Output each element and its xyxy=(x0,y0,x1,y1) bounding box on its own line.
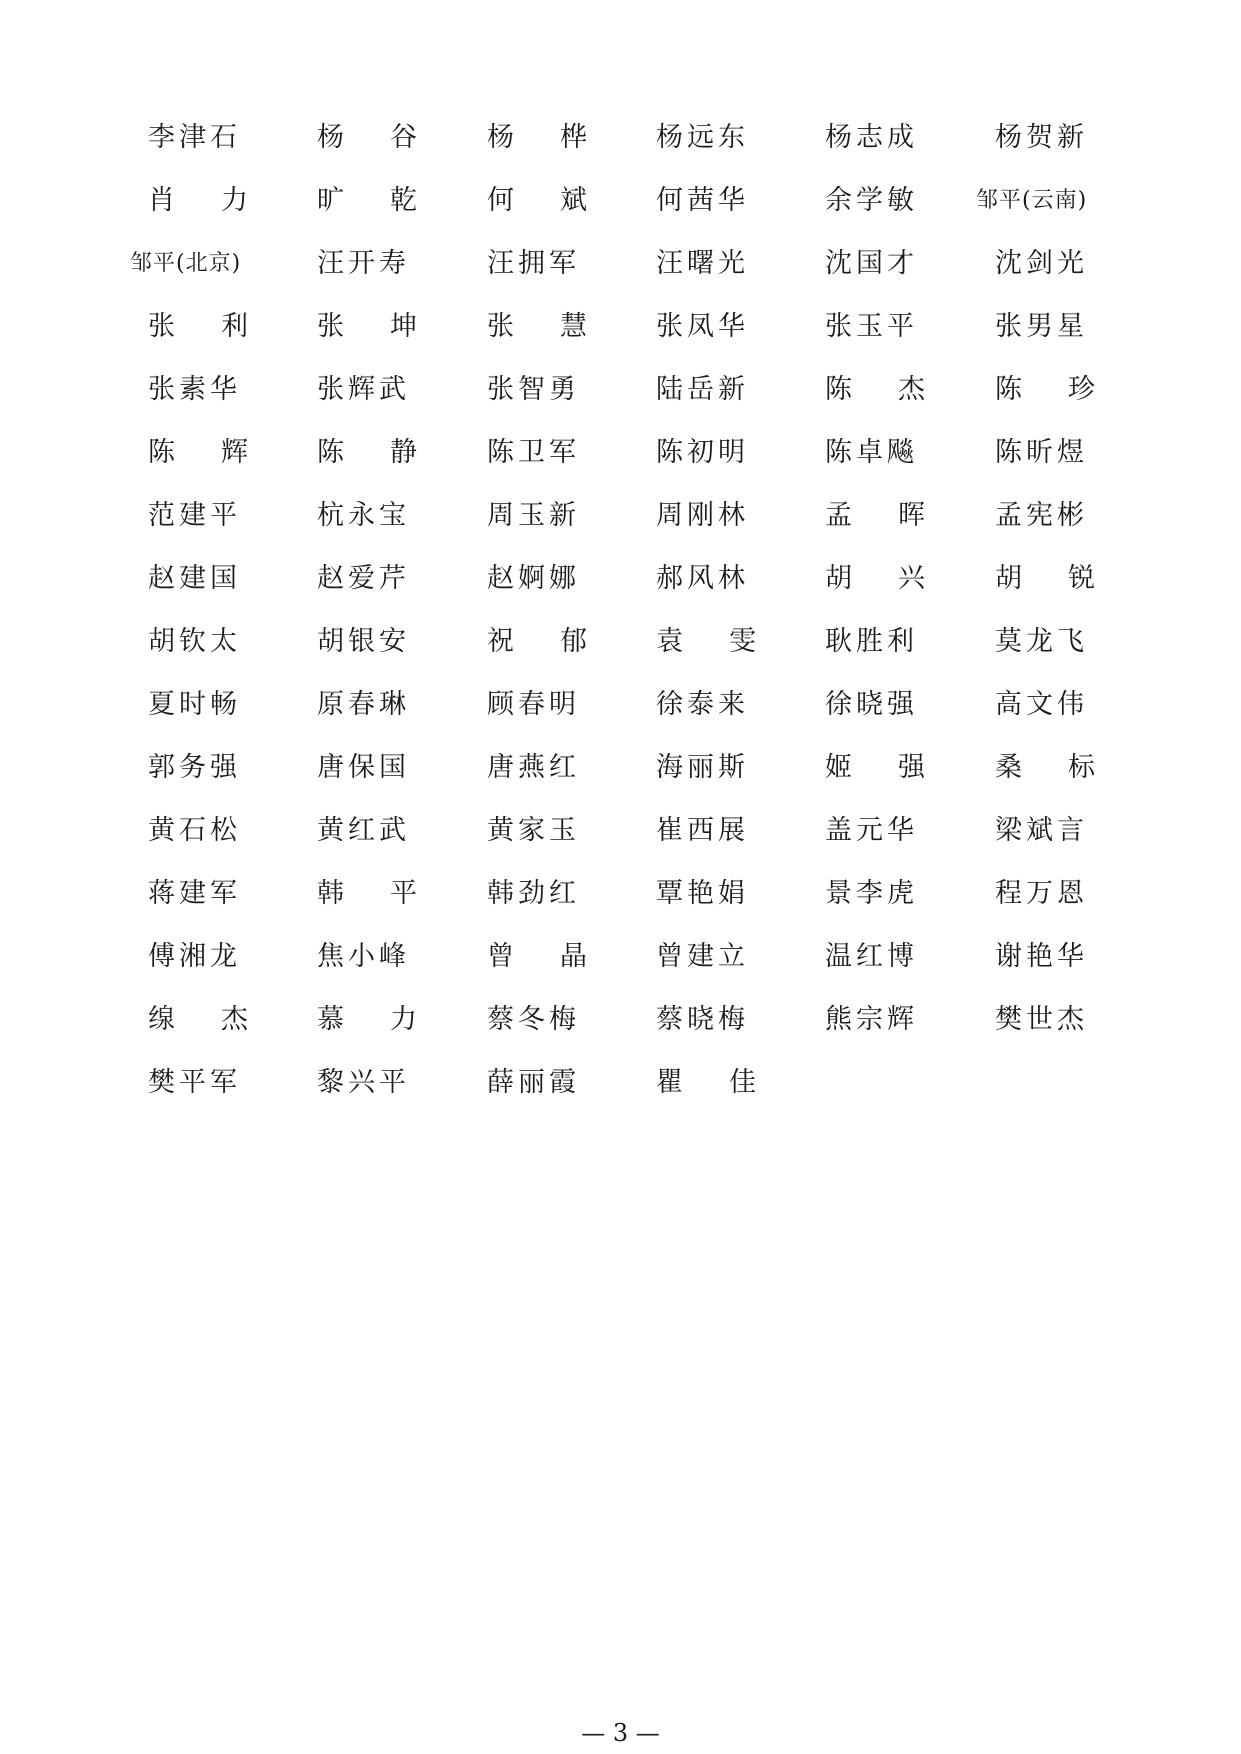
name-row xyxy=(0,559,1241,622)
name-entry: 范建平 xyxy=(148,500,241,531)
name-entry: 黄红武 xyxy=(317,815,410,846)
name-entry: 杭永宝 xyxy=(317,500,410,531)
name-entry: 陆岳新 xyxy=(656,374,749,405)
name-entry: 张男星 xyxy=(995,311,1088,342)
name-entry: 胡锐 xyxy=(995,563,1141,594)
name-list xyxy=(0,118,1241,1126)
name-entry: 瞿佳 xyxy=(656,1067,802,1098)
name-entry: 沈剑光 xyxy=(995,248,1088,279)
name-entry: 黄家玉 xyxy=(487,815,580,846)
name-entry: 祝郁 xyxy=(487,626,633,657)
name-entry: 慕力 xyxy=(317,1004,463,1035)
name-entry: 樊平军 xyxy=(148,1067,241,1098)
name-entry: 何茜华 xyxy=(656,185,749,216)
name-entry: 缐杰 xyxy=(148,1004,294,1035)
name-row xyxy=(0,685,1241,748)
name-entry: 赵建国 xyxy=(148,563,241,594)
name-entry: 余学敏 xyxy=(825,185,918,216)
name-entry: 孟宪彬 xyxy=(995,500,1088,531)
name-row xyxy=(0,118,1241,181)
page-number: — 3 — xyxy=(581,1719,660,1747)
name-entry: 汪曙光 xyxy=(656,248,749,279)
name-row xyxy=(0,181,1241,244)
name-row xyxy=(0,1000,1241,1063)
name-entry: 蔡晓梅 xyxy=(656,1004,749,1035)
name-entry: 耿胜利 xyxy=(825,626,918,657)
name-entry: 韩劲红 xyxy=(487,878,580,909)
name-entry: 高文伟 xyxy=(995,689,1088,720)
name-entry: 黄石松 xyxy=(148,815,241,846)
name-entry: 杨贺新 xyxy=(995,122,1088,153)
name-row xyxy=(0,244,1241,307)
name-entry: 赵爱芹 xyxy=(317,563,410,594)
name-entry: 陈静 xyxy=(317,437,463,468)
name-row xyxy=(0,1063,1241,1126)
name-entry: 谢艳华 xyxy=(995,941,1088,972)
name-entry: 陈卫军 xyxy=(487,437,580,468)
name-entry: 汪拥军 xyxy=(487,248,580,279)
name-row xyxy=(0,496,1241,559)
name-entry: 曾晶 xyxy=(487,941,633,972)
name-entry: 周玉新 xyxy=(487,500,580,531)
name-entry: 曾建立 xyxy=(656,941,749,972)
name-entry: 张辉武 xyxy=(317,374,410,405)
name-entry: 盖元华 xyxy=(825,815,918,846)
name-row xyxy=(0,811,1241,874)
name-entry: 袁雯 xyxy=(656,626,802,657)
name-entry: 张坤 xyxy=(317,311,463,342)
name-entry: 陈昕煜 xyxy=(995,437,1088,468)
name-row xyxy=(0,370,1241,433)
name-entry: 樊世杰 xyxy=(995,1004,1088,1035)
name-row xyxy=(0,937,1241,1000)
name-entry: 胡兴 xyxy=(825,563,971,594)
name-entry: 肖力 xyxy=(148,185,294,216)
name-entry: 陈卓飚 xyxy=(825,437,918,468)
name-row xyxy=(0,433,1241,496)
name-entry: 黎兴平 xyxy=(317,1067,410,1098)
name-entry: 杨谷 xyxy=(317,122,463,153)
name-entry: 邹平(北京) xyxy=(130,251,242,276)
name-entry: 覃艳娟 xyxy=(656,878,749,909)
name-entry: 梁斌言 xyxy=(995,815,1088,846)
name-entry: 杨远东 xyxy=(656,122,749,153)
name-entry: 汪开寿 xyxy=(317,248,410,279)
name-entry: 唐保国 xyxy=(317,752,410,783)
name-entry: 韩平 xyxy=(317,878,463,909)
name-entry: 景李虎 xyxy=(825,878,918,909)
name-entry: 海丽斯 xyxy=(656,752,749,783)
name-entry: 徐泰来 xyxy=(656,689,749,720)
name-row xyxy=(0,307,1241,370)
name-entry: 莫龙飞 xyxy=(995,626,1088,657)
name-entry: 沈国才 xyxy=(825,248,918,279)
name-entry: 程万恩 xyxy=(995,878,1088,909)
name-entry: 张凤华 xyxy=(656,311,749,342)
name-entry: 温红博 xyxy=(825,941,918,972)
name-entry: 顾春明 xyxy=(487,689,580,720)
name-entry: 薛丽霞 xyxy=(487,1067,580,1098)
name-entry: 邹平(云南) xyxy=(976,188,1088,213)
name-entry: 胡钦太 xyxy=(148,626,241,657)
name-entry: 唐燕红 xyxy=(487,752,580,783)
name-entry: 夏时畅 xyxy=(148,689,241,720)
name-entry: 李津石 xyxy=(148,122,241,153)
name-row xyxy=(0,874,1241,937)
name-entry: 赵婀娜 xyxy=(487,563,580,594)
name-entry: 陈杰 xyxy=(825,374,971,405)
name-entry: 崔西展 xyxy=(656,815,749,846)
name-entry: 胡银安 xyxy=(317,626,410,657)
name-entry: 杨桦 xyxy=(487,122,633,153)
name-entry: 蔡冬梅 xyxy=(487,1004,580,1035)
name-entry: 张素华 xyxy=(148,374,241,405)
name-entry: 陈珍 xyxy=(995,374,1141,405)
name-entry: 郝风林 xyxy=(656,563,749,594)
name-entry: 张利 xyxy=(148,311,294,342)
name-row xyxy=(0,622,1241,685)
name-entry: 陈初明 xyxy=(656,437,749,468)
name-entry: 陈辉 xyxy=(148,437,294,468)
name-entry: 张慧 xyxy=(487,311,633,342)
name-entry: 姬强 xyxy=(825,752,971,783)
name-entry: 桑标 xyxy=(995,752,1141,783)
name-entry: 旷乾 xyxy=(317,185,463,216)
name-entry: 傅湘龙 xyxy=(148,941,241,972)
name-entry: 张智勇 xyxy=(487,374,580,405)
name-entry: 周刚林 xyxy=(656,500,749,531)
name-entry: 徐晓强 xyxy=(825,689,918,720)
name-entry: 郭务强 xyxy=(148,752,241,783)
name-entry: 焦小峰 xyxy=(317,941,410,972)
name-entry: 蒋建军 xyxy=(148,878,241,909)
name-entry: 张玉平 xyxy=(825,311,918,342)
name-entry: 原春琳 xyxy=(317,689,410,720)
name-entry: 杨志成 xyxy=(825,122,918,153)
name-entry: 孟晖 xyxy=(825,500,971,531)
name-entry: 何斌 xyxy=(487,185,633,216)
name-row xyxy=(0,748,1241,811)
name-entry: 熊宗辉 xyxy=(825,1004,918,1035)
